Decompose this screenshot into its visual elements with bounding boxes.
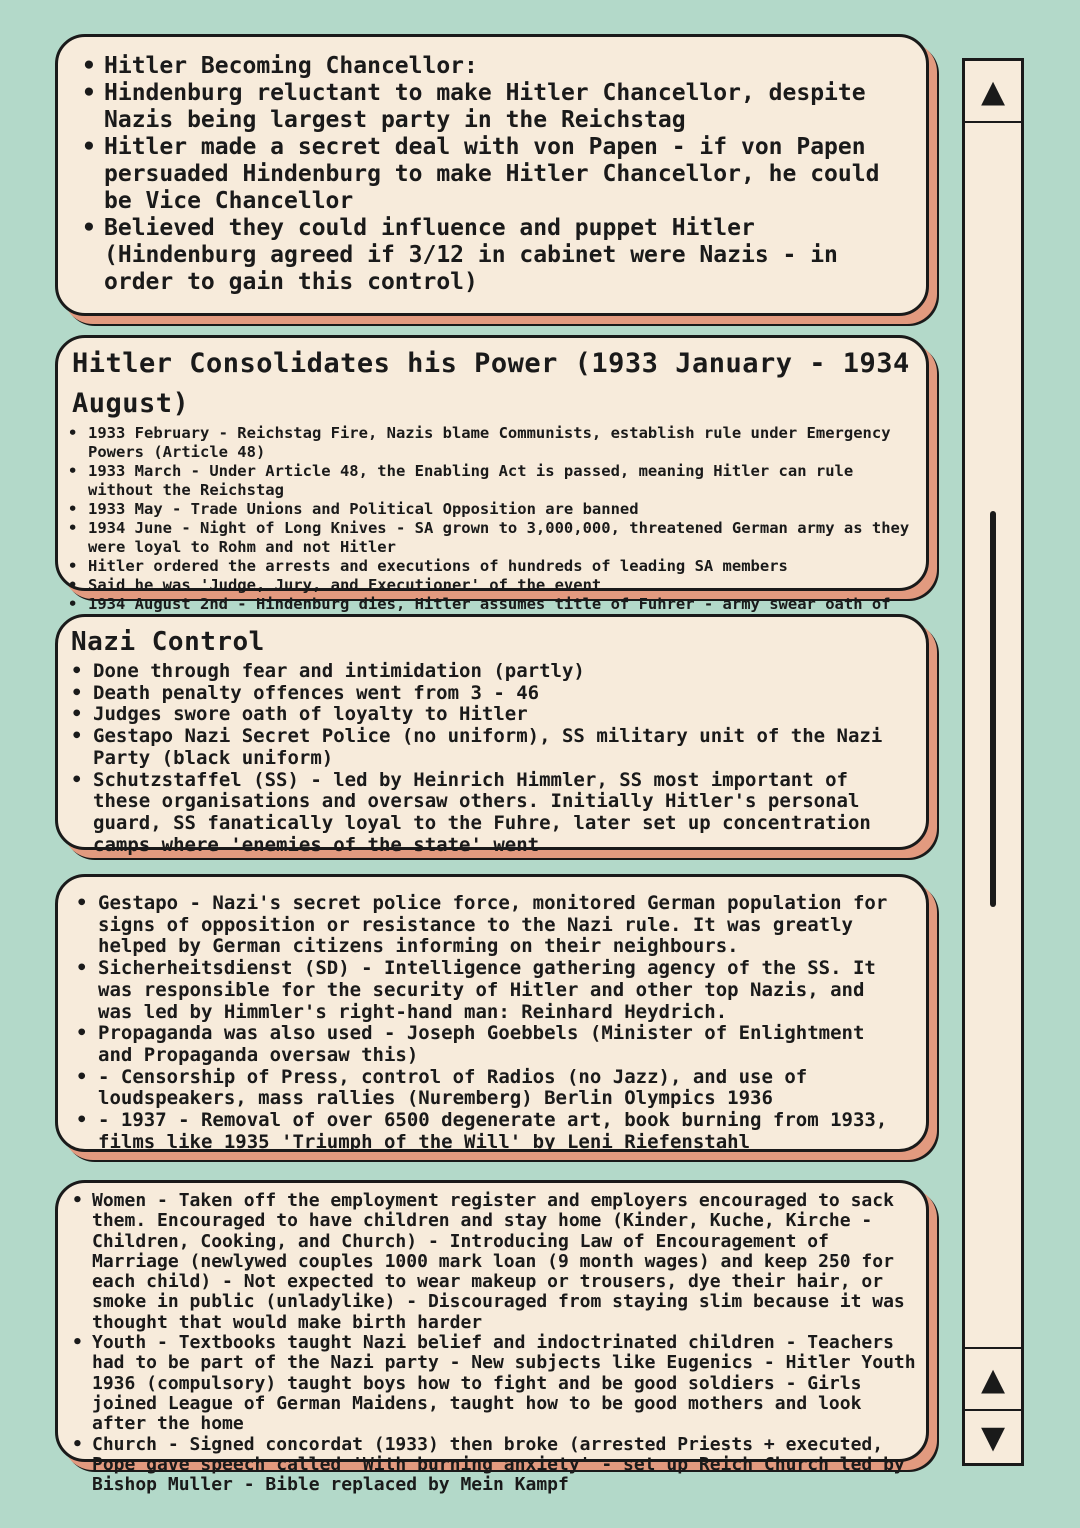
list-item: • Done through fear and intimidation (partly) [93, 661, 902, 683]
list-item: • Schutzstaffel (SS) - led by Heinrich Himmler, SS most important of these organisations and oversaw others. Initially Hitler's personal guard, SS fanatically loyal to the Fuhre, later set up concentration camps where 'enemies of the state' went [93, 770, 902, 857]
card-gestapo-propaganda [55, 874, 929, 1152]
list-item: • Judges swore oath of loyalty to Hitler [93, 704, 902, 726]
list-item: • 1933 March - Under Article 48, the Enabling Act is passed, meaning Hitler can rule without the Reichstag [88, 462, 918, 500]
list-item: • Death penalty offences went from 3 - 46 [93, 683, 902, 705]
list-item: • Sicherheitsdienst (SD) - Intelligence gathering agency of the SS. It was responsible for the security of Hitler and other top Nazis, and was led by Himmler's right-hand man: Reinhard Heydrich. [98, 958, 902, 1023]
scrollbar[interactable] [962, 58, 1024, 1466]
society-list [92, 1191, 918, 1495]
list-item: • 1933 May - Trade Unions and Political Opposition are banned [88, 500, 918, 519]
list-item: • Hindenburg reluctant to make Hitler Chancellor, despite Nazis being largest party in the Reichstag [104, 80, 902, 134]
propaganda-list [98, 893, 902, 1153]
scroll-down-arrow-icon[interactable]: ▼ [980, 1414, 1006, 1460]
list-item: • Gestapo Nazi Secret Police (no uniform), SS military unit of the Nazi Party (black uniform) [93, 726, 902, 769]
list-item: • - 1937 - Removal of over 6500 degenerate art, book burning from 1933, films like 1935 'Triumph of the Will' by Leni Riefenstahl [98, 1110, 902, 1153]
scrollbar-thumb[interactable] [990, 511, 996, 907]
list-item: • 1934 August 2nd - Hindenburg dies, Hitler assumes title of Fuhrer - army swear oath of [88, 595, 918, 633]
list-item: • Church - Signed concordat (1933) then broke (arrested Priests + executed, Pope gave speech called 'With burning anxiety' - set up Reich Church led by Bishop Muller - Bible replaced by Mein Kampf [92, 1435, 918, 1496]
list-item: • Youth - Textbooks taught Nazi belief and indoctrinated children - Teachers had to be part of the Nazi party - New subjects like Eugenics - Hitler Youth 1936 (compulsory) taught boys how to fight and be good soldiers - Girls joined League of German Maidens, taught how to be good mothers and look after the home [92, 1333, 918, 1434]
list-item: • 1934 June - Night of Long Knives - SA grown to 3,000,000, threatened German army as they were loyal to Rohm and not Hitler [88, 519, 918, 557]
list-item: • Hitler made a secret deal with von Papen - if von Papen persuaded Hindenburg to make Hitler Chancellor, he could be Vice Chancellor [104, 134, 902, 215]
list-item: • Women - Taken off the employment register and employers encouraged to sack them. Encouraged to have children and stay home (Kinder, Kuche, Kirche - Children, Cooking, and Church) - Introducing Law of Encouragement of Marriage (newlywed couples 1000 mark loan (9 month wages) and keep 250 for each child) - Not expected to wear makeup or trousers, dye their hair, or smoke in public (unladylike) - Discouraged from staying slim because it was thought that would make birth harder [92, 1191, 918, 1333]
list-item: • Believed they could influence and puppet Hitler (Hindenburg agreed if 3/12 in cabinet were Nazis - in order to gain this control) [104, 215, 902, 296]
control-list [93, 661, 902, 856]
list-item: • Hitler ordered the arrests and executions of hundreds of leading SA members [88, 557, 918, 576]
consolidation-list [88, 424, 918, 633]
card-consolidates-power [55, 335, 929, 613]
card-title: Nazi Control [71, 627, 265, 657]
list-item: • Said he was 'Judge, Jury, and Executioner' of the event [88, 576, 918, 595]
list-item: • Hitler Becoming Chancellor: [104, 53, 902, 80]
list-item: • 1933 February - Reichstag Fire, Nazis blame Communists, establish rule under Emergency Powers (Article 48) [88, 424, 918, 462]
list-item: • Propaganda was also used - Joseph Goebbels (Minister of Enlightment and Propaganda oversaw this) [98, 1023, 902, 1066]
card-nazi-control [55, 614, 929, 856]
scroll-up-arrow-icon[interactable]: ▲ [965, 1347, 1021, 1411]
list-item: • - Censorship of Press, control of Radios (no Jazz), and use of loudspeakers, mass rallies (Nuremberg) Berlin Olympics 1936 [98, 1067, 902, 1110]
scroll-top-arrow-icon[interactable]: ▲ [965, 61, 1021, 123]
card-title: Hitler Consolidates his Power (1933 January - 1934 August) [72, 348, 910, 419]
chancellor-list [104, 53, 902, 296]
card-women-youth-church [55, 1180, 929, 1496]
list-item: • Gestapo - Nazi's secret police force, monitored German population for signs of opposition or resistance to the Nazi rule. It was greatly helped by German citizens informing on their neighbours. [98, 893, 902, 958]
card-hitler-becoming-chancellor [55, 34, 929, 316]
